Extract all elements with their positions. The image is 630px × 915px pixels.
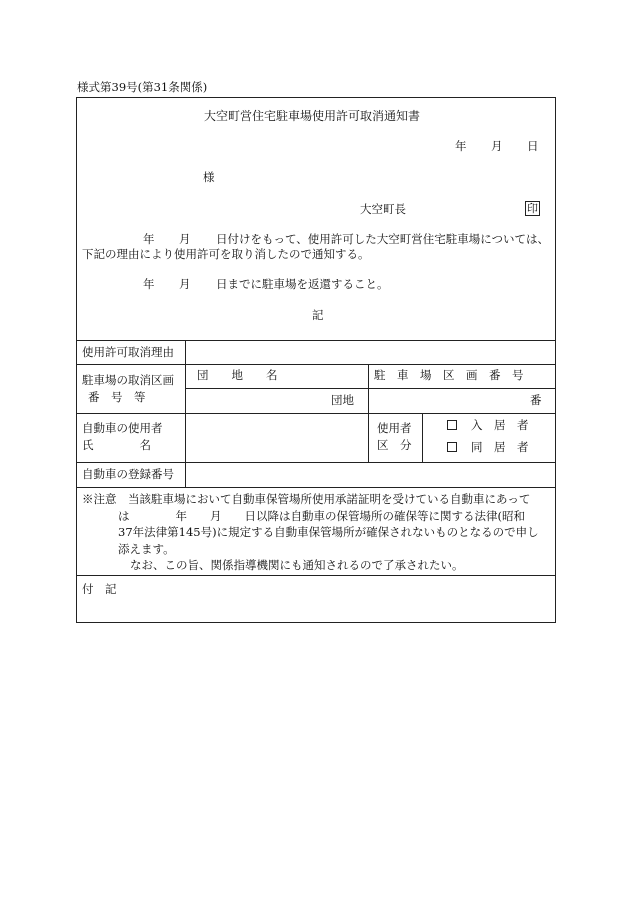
divider — [77, 340, 555, 341]
divider — [77, 462, 555, 463]
divider — [77, 364, 555, 365]
note-line-4: 添えます。 — [118, 542, 175, 556]
category-option-resident[interactable] — [447, 420, 529, 432]
note-line-5: なお、この旨、関係指導機関にも通知されるので了承されたい。 — [130, 558, 464, 572]
registration-label: 自動車の登録番号 — [82, 467, 174, 481]
divider — [77, 487, 555, 488]
category-label-line-2: 区 分 — [377, 438, 412, 452]
divider — [368, 413, 369, 462]
lot-number-suffix: 番 — [530, 393, 542, 407]
lot-label-line-1: 駐車場の取消区画 — [82, 373, 174, 387]
seal-text: 印 — [527, 202, 538, 215]
checkbox-icon — [447, 420, 457, 430]
note-line-3: 37年法律第145号)に規定する自動車保管場所が確保されないものとなるので申し — [118, 525, 539, 539]
date-year: 年 — [455, 139, 467, 153]
document-title: 大空町営住宅駐車場使用許可取消通知書 — [204, 109, 421, 123]
cancel-reason-value — [187, 342, 553, 363]
remarks-label: 付 記 — [82, 582, 117, 596]
user-label-line-2: 氏 名 — [82, 438, 151, 452]
lot-number-header: 駐 車 場 区 画 番 号 — [374, 368, 524, 382]
date-day: 日 — [527, 139, 539, 153]
cancel-reason-label: 使用許可取消理由 — [82, 345, 174, 359]
body-year: 年 — [143, 232, 155, 246]
danchi-name-header: 団 地 名 — [197, 368, 278, 382]
category-option-cohabitant[interactable] — [447, 442, 529, 454]
body-line-1: 日付けをもって、使用許可した大空町営住宅駐車場については、 — [216, 232, 550, 246]
danchi-suffix: 団地 — [331, 393, 354, 407]
divider — [422, 413, 423, 462]
divider — [77, 575, 555, 576]
divider — [185, 340, 186, 487]
divider — [77, 413, 555, 414]
lot-label-line-2: 番 号 等 — [88, 390, 146, 404]
checkbox-icon — [447, 442, 457, 452]
option-label: 入 居 者 — [471, 418, 529, 432]
form-number-label: 様式第39号(第31条関係) — [77, 80, 208, 94]
addressee-suffix: 様 — [203, 170, 215, 184]
notice-form — [76, 97, 556, 623]
date-month: 月 — [491, 139, 503, 153]
option-label: 同 居 者 — [471, 440, 529, 454]
return-year: 年 — [143, 277, 155, 291]
issuer-name: 大空町長 — [360, 202, 406, 216]
body-line-3: 日までに駐車場を返還すること。 — [216, 277, 389, 291]
divider — [368, 364, 369, 413]
return-month: 月 — [179, 277, 191, 291]
divider — [185, 388, 555, 389]
seal-mark — [525, 201, 540, 216]
category-label-line-1: 使用者 — [377, 421, 412, 435]
note-line-2: は 年 月 日以降は自動車の保管場所の確保等に関する法律(昭和 — [118, 509, 525, 523]
note-line-1: ※注意 当該駐車場において自動車保管場所使用承諾証明を受けている自動車にあって — [82, 492, 531, 506]
body-line-2: 下記の理由により使用許可を取り消したので通知する。 — [82, 247, 370, 261]
user-label-line-1: 自動車の使用者 — [82, 421, 163, 435]
ki-heading: 記 — [312, 308, 324, 322]
body-month: 月 — [179, 232, 191, 246]
